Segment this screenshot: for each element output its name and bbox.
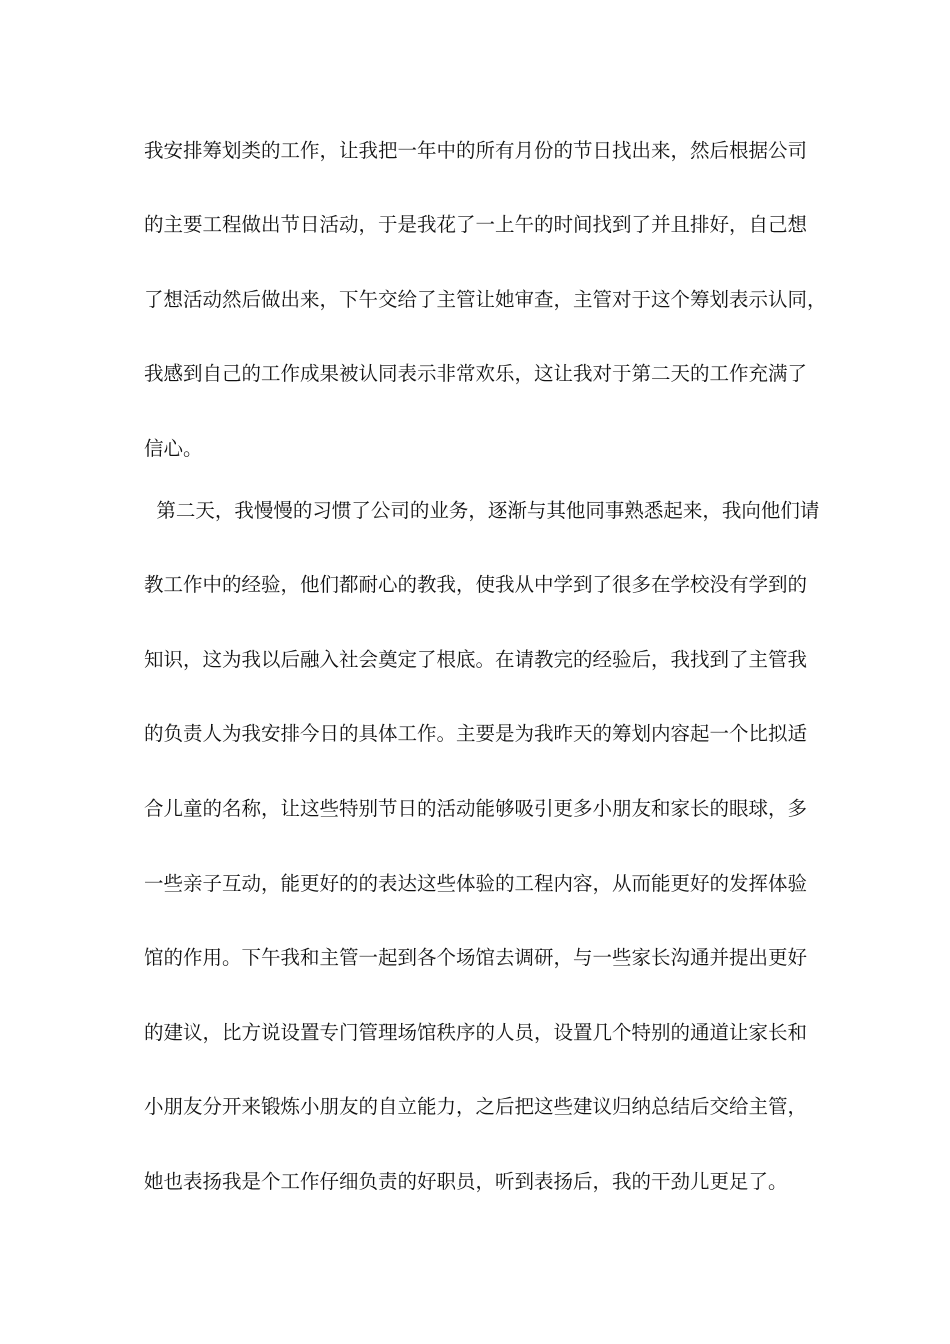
text-line: 信心。 — [144, 437, 203, 460]
text-line: 了想活动然后做出来，下午交给了主管让她审查，主管对于这个筹划表示认同， — [144, 288, 827, 311]
text-line: 小朋友分开来锻炼小朋友的自立能力，之后把这些建议归纳总结后交给主管， — [144, 1095, 808, 1118]
text-line: 知识，这为我以后融入社会奠定了根底。在请教完的经验后，我找到了主管我 — [144, 648, 808, 671]
text-line: 我安排筹划类的工作，让我把一年中的所有月份的节日找出来，然后根据公司 — [144, 139, 808, 162]
text-line: 的建议，比方说设置专门管理场馆秩序的人员，设置几个特别的通道让家长和 — [144, 1021, 808, 1044]
text-line: 第二天，我慢慢的习惯了公司的业务，逐渐与其他同事熟悉起来，我向他们请 — [144, 499, 820, 522]
text-line: 我感到自己的工作成果被认同表示非常欢乐，这让我对于第二天的工作充满了 — [144, 362, 808, 385]
text-line: 的负责人为我安排今日的具体工作。主要是为我昨天的筹划内容起一个比拟适 — [144, 722, 808, 745]
text-line: 的主要工程做出节日活动，于是我花了一上午的时间找到了并且排好，自己想 — [144, 213, 808, 236]
text-line: 合儿童的名称，让这些特别节日的活动能够吸引更多小朋友和家长的眼球，多 — [144, 797, 808, 820]
text-line: 馆的作用。下午我和主管一起到各个场馆去调研，与一些家长沟通并提出更好 — [144, 946, 808, 969]
text-line: 一些亲子互动，能更好的的表达这些体验的工程内容，从而能更好的发挥体验 — [144, 872, 808, 895]
text-line: 她也表扬我是个工作仔细负责的好职员，听到表扬后，我的干劲儿更足了。 — [144, 1170, 788, 1193]
text-line: 教工作中的经验，他们都耐心的教我，使我从中学到了很多在学校没有学到的 — [144, 573, 808, 596]
